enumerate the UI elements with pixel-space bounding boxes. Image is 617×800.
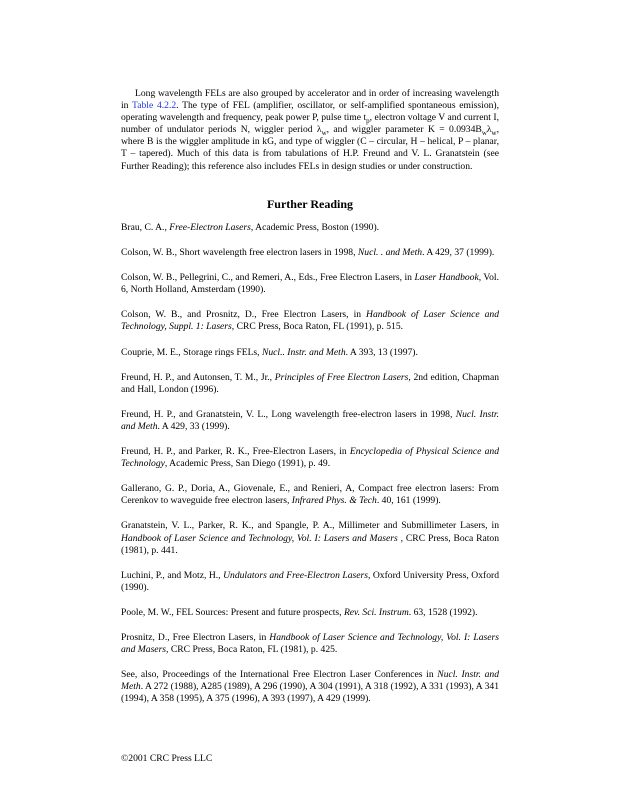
see-also-paragraph: See, also, Proceedings of the International Free Electron Laser Conferences in Nucl. Instr. and Meth. A 272 (1988), A285 (1989), A 296 (1990), A 304 (1991), A 318 (1992), A 331 (1993), A 341 (1994), A 358 (1995), A 375 (1996), A 393 (1997), A 429 (1999). (121, 669, 499, 705)
intro-text: , and wiggler parameter K = 0.0934B (326, 124, 482, 136)
reference-item: Colson, W. B., and Prosnitz, D., Free Electron Lasers, in Handbook of Laser Science and Technology, Suppl. 1: Lasers, CRC Press, Boca Raton, FL (1991), p. 515. (121, 309, 499, 333)
reference-item: Colson, W. B., Pellegrini, C., and Remeri, A., Eds., Free Electron Lasers, in Laser Handbook, Vol. 6, North Holland, Amsterdam (1990). (121, 272, 499, 296)
intro-text: , where B is the wiggler amplitude in kG, and type of wiggler (C – circular, H – helical, P – planar, T – tapered). Much of this data is from tabulations of H.P. Freund and V. L. Granatstein (see Further Reading); this reference also includes FELs in design studies or under construction. (121, 124, 499, 172)
section-heading: Further Reading (266, 197, 354, 211)
intro-text: Long wavelength FELs are also grouped by accelerator and in order of increasing wavelength in (121, 88, 499, 112)
reference-item: Freund, H. P., and Parker, R. K., Free-Electron Lasers, in Encyclopedia of Physical Science and Technology, Academic Press, San Diego (1991), p. 49. (121, 446, 499, 470)
reference-item: Freund, H. P., and Autonsen, T. M., Jr., Principles of Free Electron Lasers, 2nd edition, Chapman and Hall, London (1996). (121, 371, 499, 395)
intro-paragraph (121, 88, 499, 173)
reference-item: Poole, M. W., FEL Sources: Present and future prospects, Rev. Sci. Instrum. 63, 1528 (1992). (121, 606, 478, 618)
subscript: w (321, 129, 327, 138)
copyright-footer: ©2001 CRC Press LLC (121, 753, 213, 764)
intro-text: λ (486, 124, 492, 136)
intro-text: . The type of FEL (amplifier, oscillator, or self-amplified spontaneous emission), operating wavelength and frequency, peak power P, pulse time t (121, 100, 500, 124)
subscript: p (366, 117, 370, 126)
reference-item: Freund, H. P., and Granatstein, V. L., Long wavelength free-electron lasers in 1998, Nucl. Instr. and Meth. A 429, 33 (1999). (121, 408, 499, 432)
reference-item: Couprie, M. E., Storage rings FELs, Nucl.. Instr. and Meth. A 393, 13 (1997). (121, 346, 418, 358)
intro-text: , electron voltage V and current I, number of undulator periods N, wiggler period λ (121, 112, 499, 136)
reference-item: Gallerano, G. P., Doria, A., Giovenale, E., and Renieri, A, Compact free electron lasers: From Cerenkov to waveguide free electron lasers, Infrared Phys. & Tech. 40, 161 (1999). (121, 483, 499, 507)
subscript: w (491, 129, 497, 138)
subscript: w (481, 129, 487, 138)
reference-item: Colson, W. B., Short wavelength free electron lasers in 1998, Nucl. . and Meth. A 429, 37 (1999). (121, 247, 495, 259)
reference-item: Prosnitz, D., Free Electron Lasers, in Handbook of Laser Science and Technology, Vol. I: Lasers and Masers, CRC Press, Boca Raton, FL (1981), p. 425. (121, 631, 499, 656)
reference-item: Granatstein, V. L., Parker, R. K., and Spangle, P. A., Millimeter and Submillimeter Lasers, in Handbook of Laser Science and Technology, Vol. I: Lasers and Masers , CRC Press, Boca Raton (1981), p. 441. (121, 520, 500, 556)
reference-item: Luchini, P., and Motz, H., Undulators and Free-Electron Lasers, Oxford University Press, Oxford (1990). (121, 569, 499, 593)
reference-list (121, 222, 499, 669)
reference-item: Brau, C. A., Free-Electron Lasers, Academic Press, Boston (1990). (121, 222, 380, 233)
table-link[interactable]: Table 4.2.2 (132, 100, 177, 112)
